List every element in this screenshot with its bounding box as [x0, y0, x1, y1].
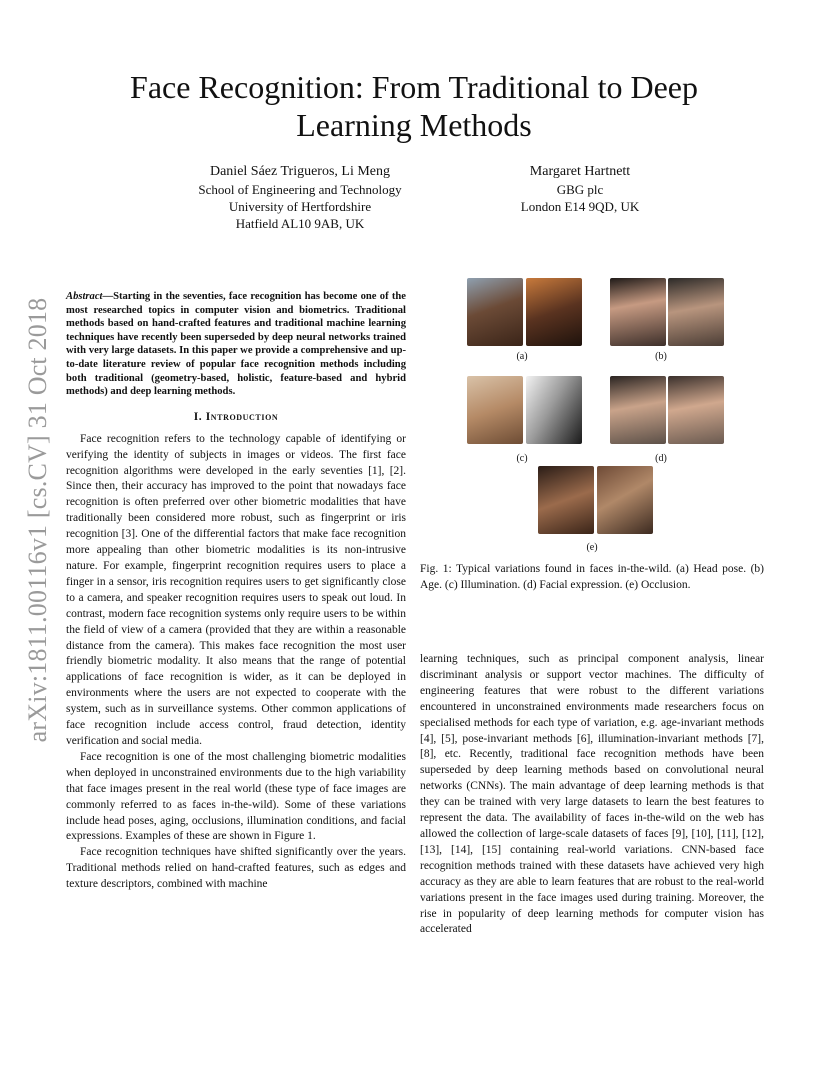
section-heading: I. Introduction [193, 410, 279, 423]
face-photo-c2 [526, 376, 582, 444]
face-photo-b1 [610, 278, 666, 346]
paragraph: Face recognition refers to the technology capable of identifying or verifying the identity of subjects in images or videos. The first face recognition algorithms were developed in the early seventies [1], [2]. Since then, their accuracy has improved to the point that nowadays face recognition is often preferred over other biometric modalities that have traditionally been considered more robust, such as fingerprint or iris recognition [3]. One of the differential factors that make face recognition more appealing than other biometric modalities is its non-intrusive nature. For example, fingerprint recognition requires users to place a finger in a sensor, iris recognition requires users to get significantly close to a camera, and speaker recognition requires users to speak out loud. In contrast, modern face recognition systems only require users to be within the field of view of a camera (provided that they are within a reasonable distance from the camera). This makes face recognition the most user friendly biometric modality. It also means that the range of potential applications of face recognition is wider, as it can be deployed in environments where the users are not expected to cooperate with the system, such as in surveillance systems. Other common applications of face recognition include access control, fraud detection, identity verification and social media. [66, 432, 406, 747]
author-names: Daniel Sáez Trigueros, Li Meng [209, 164, 391, 179]
author-block-right [480, 163, 680, 215]
figure-label-a: (a) [516, 351, 528, 362]
face-photo-c1 [467, 376, 523, 444]
author-names: Margaret Hartnett [529, 164, 631, 179]
author-affiliation: School of Engineering and Technology [198, 182, 402, 197]
left-column [66, 290, 406, 893]
abstract-text: —Starting in the seventies, face recognition has become one of the most researched topics in computer vision and biometrics. Traditional methods based on hand-crafted features and traditional machine learning techniques have recently been superseded by deep neural networks trained with very large datasets. In this paper we provide a comprehensive and up-to-date literature review of popular face recognition methods including both traditional (geometry-based, holistic, feature-based and hybrid methods) and deep learning methods. [66, 291, 406, 398]
face-photo-e1 [538, 466, 594, 534]
abstract-lead: Abstract [66, 291, 103, 302]
abstract [66, 290, 406, 399]
figure-label-b: (b) [655, 351, 667, 362]
author-affiliation: GBG plc [556, 182, 604, 197]
author-block-left [170, 163, 430, 232]
paragraph: learning techniques, such as principal component analysis, linear discriminant analysis or support vector machines. The difficulty of engineering features that were robust to the different variations encountered in unconstrained environments made researchers focus on specialised methods for each type of variation, e.g. age-invariant methods [4], [5], pose-invariant methods [6], illumination-invariant methods [7], [8], etc. Recently, traditional face recognition methods have been superseded by deep learning methods based on convolutional neural networks (CNNs). The main advantage of deep learning methods is that they can be trained with very large datasets to learn the best features to represent the data. The availability of faces in-the-wild on the web has allowed the collection of large-scale datasets of faces [9], [10], [11], [12], [13], [14], [15] containing real-world variations. CNN-based face recognition methods trained with these datasets have achieved very high accuracy as they are able to learn features that are robust to the real-world variations present in the face images used during training. Moreover, the rise in popularity of deep learning methods for computer vision has accelerated [420, 653, 764, 936]
figure-1 [420, 278, 764, 608]
figure-caption: Fig. 1: Typical variations found in faces in-the-wild. (a) Head pose. (b) Age. (c) Illumination. (d) Facial expression. (e) Occlusion. [420, 563, 764, 591]
paragraph: Face recognition techniques have shifted significantly over the years. Traditional methods relied on hand-crafted features, such as edges and texture descriptors, combined with machine [66, 846, 406, 891]
figure-label-d: (d) [655, 453, 667, 464]
right-column [420, 652, 764, 938]
arxiv-stamp-text: arXiv:1811.00116v1 [cs.CV] 31 Oct 2018 [23, 297, 52, 743]
face-photo-b2 [668, 278, 724, 346]
figure-label-c: (c) [516, 453, 528, 464]
face-photo-a1 [467, 278, 523, 346]
face-photo-a2 [526, 278, 582, 346]
arxiv-stamp [18, 285, 58, 755]
paragraph: Face recognition is one of the most challenging biometric modalities when deployed in unconstrained environments due to the high variability that face images present in the real world (these type of face images are commonly referred to as faces in-the-wild). Some of these variations include head poses, aging, occlusions, illumination conditions, and facial expressions. Examples of these are shown in Figure 1. [66, 750, 406, 843]
paper-title: Face Recognition: From Traditional to Deep Learning Methods [130, 69, 698, 143]
face-photo-d1 [610, 376, 666, 444]
figure-label-e: (e) [586, 542, 598, 553]
author-affiliation: University of Hertfordshire [228, 199, 372, 214]
face-photo-d2 [668, 376, 724, 444]
face-photo-e2 [597, 466, 653, 534]
author-affiliation: Hatfield AL10 9AB, UK [235, 216, 365, 231]
author-affiliation: London E14 9QD, UK [520, 199, 640, 214]
